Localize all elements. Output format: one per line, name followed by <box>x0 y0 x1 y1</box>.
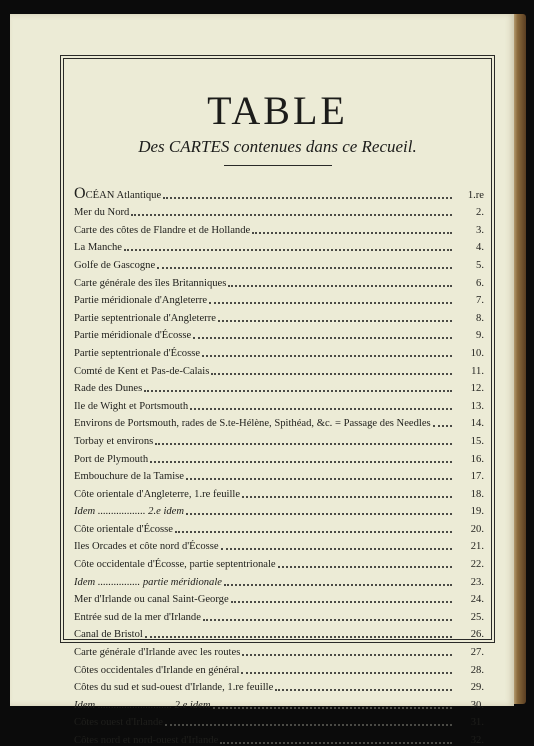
list-item <box>74 306 484 324</box>
leader-dots <box>433 413 452 427</box>
entry-number: 18. <box>470 488 484 500</box>
list-item <box>74 658 484 676</box>
leader-dots <box>228 273 452 287</box>
entry-text: Iles Orcades et côte nord d'Écosse <box>74 541 219 553</box>
entry-number: 1.re <box>467 189 484 201</box>
entry-text: Comté de Kent et Pas-de-Calais <box>74 365 210 377</box>
list-item <box>74 183 484 201</box>
leader-dots <box>150 449 452 463</box>
list-item <box>74 218 484 236</box>
entry-number: 9. <box>476 330 484 342</box>
leader-dots <box>175 519 452 533</box>
list-item <box>74 728 484 746</box>
entry-text: Côte occidentale d'Écosse, partie septentrionale <box>74 559 276 571</box>
leader-dots <box>209 290 452 304</box>
entry-label <box>74 436 155 447</box>
entry-label <box>74 225 252 236</box>
leader-dots <box>165 712 452 726</box>
table-frame <box>63 58 492 746</box>
entry-label <box>74 717 165 728</box>
leader-dots <box>224 572 452 586</box>
entry-number: 2. <box>476 207 484 219</box>
leader-dots <box>186 466 452 480</box>
leader-dots <box>220 730 452 744</box>
entry-text: Rade des Dunes <box>74 383 143 395</box>
list-item <box>74 289 484 307</box>
entry-label <box>74 278 228 289</box>
entry-label <box>74 629 145 640</box>
list-item <box>74 552 484 570</box>
list-item <box>74 676 484 694</box>
entry-label <box>74 401 190 412</box>
leader-dots <box>163 185 452 199</box>
list-item <box>74 429 484 447</box>
list-item <box>74 341 484 359</box>
entry-number: 6. <box>476 277 484 289</box>
entry-text: Environs de Portsmouth, rades de S.te-Hélène, Spithéad, &c. = Passage des Needles <box>74 418 431 430</box>
list-item <box>74 271 484 289</box>
list-item <box>74 500 484 518</box>
entry-text: Côtes ouest d'Irlande <box>74 717 163 729</box>
leader-dots <box>278 554 452 568</box>
entry-number: 25. <box>470 611 484 623</box>
entry-text: Côtes occidentales d'Irlande en général <box>74 664 240 676</box>
leader-dots <box>202 343 452 357</box>
entry-number: 3. <box>476 224 484 236</box>
entry-number: 28. <box>470 664 484 676</box>
entry-text: Côte orientale d'Angleterre, 1.re feuille <box>74 488 241 500</box>
list-item <box>74 623 484 641</box>
list-item <box>74 640 484 658</box>
entry-label <box>74 454 150 465</box>
entry-label <box>74 330 193 341</box>
entry-label <box>74 489 242 500</box>
entry-text: Idem ................ partie méridionale <box>74 576 222 588</box>
entry-label <box>74 348 202 359</box>
entry-number: 26. <box>470 629 484 641</box>
entry-number: 5. <box>476 259 484 271</box>
entry-label <box>74 295 209 306</box>
entry-label <box>74 506 186 517</box>
entry-number: 22. <box>470 559 484 571</box>
list-item <box>74 359 484 377</box>
entry-number: 29. <box>470 682 484 694</box>
entry-number: 21. <box>470 541 484 553</box>
entry-label <box>74 366 211 377</box>
entry-label <box>74 541 221 552</box>
list-item <box>74 324 484 342</box>
leader-dots <box>124 237 452 251</box>
leader-dots <box>231 589 452 603</box>
entry-number: 31. <box>470 717 484 729</box>
list-item <box>74 236 484 254</box>
leader-dots <box>193 325 452 339</box>
list-item <box>74 605 484 623</box>
entry-number: 30. <box>470 699 484 711</box>
entry-text: Embouchure de la Tamise <box>74 471 184 483</box>
list-item <box>74 447 484 465</box>
entry-label <box>74 665 241 676</box>
page <box>10 14 514 746</box>
list-item <box>74 482 484 500</box>
entry-label <box>74 682 275 693</box>
entry-label <box>74 577 224 588</box>
leader-dots <box>221 536 452 550</box>
entry-text: La Manche <box>74 242 122 254</box>
list-item <box>74 394 484 412</box>
entry-number: 24. <box>470 594 484 606</box>
entry-label <box>74 418 433 429</box>
entry-number: 27. <box>470 647 484 659</box>
entry-label <box>74 700 213 711</box>
list-item <box>74 588 484 606</box>
entry-number: 14. <box>470 418 484 430</box>
entry-text: Mer d'Irlande ou canal Saint-George <box>74 594 229 606</box>
list-item <box>74 535 484 553</box>
entry-text: Partie méridionale d'Angleterre <box>74 295 208 307</box>
entry-number: 15. <box>470 435 484 447</box>
entry-text: CÉAN Atlantique <box>85 189 162 201</box>
page-title: TABLE <box>207 88 348 133</box>
leader-dots <box>242 484 452 498</box>
entry-number: 12. <box>470 383 484 395</box>
entry-label <box>74 383 144 394</box>
leader-dots <box>241 660 452 674</box>
entry-label <box>74 184 163 202</box>
entry-number: 17. <box>470 471 484 483</box>
entry-number: 20. <box>470 523 484 535</box>
entry-label <box>74 612 203 623</box>
entry-number: 8. <box>476 312 484 324</box>
list-item <box>74 517 484 535</box>
leader-dots <box>131 202 452 216</box>
entry-initial: O <box>74 184 86 202</box>
entry-number: 7. <box>476 295 484 307</box>
leader-dots <box>275 677 452 691</box>
entry-label <box>74 313 218 324</box>
leader-dots <box>190 396 452 410</box>
entry-number: 13. <box>470 400 484 412</box>
book-edge <box>512 14 526 704</box>
page-subtitle: Des CARTES contenues dans ce Recueil. <box>138 137 417 156</box>
entry-number: 16. <box>470 453 484 465</box>
entry-text: Côtes du sud et sud-ouest d'Irlande, 1.re feuille <box>74 682 274 694</box>
leader-dots <box>144 378 452 392</box>
list-item <box>74 377 484 395</box>
entry-text: Partie septentrionale d'Écosse <box>74 347 201 359</box>
entry-text: Côte orientale d'Écosse <box>74 523 173 535</box>
leader-dots <box>252 220 452 234</box>
title-divider <box>224 165 332 166</box>
leader-dots <box>242 642 452 656</box>
entry-text: Côtes nord et nord-ouest d'Irlande <box>74 735 219 746</box>
list-item <box>74 412 484 430</box>
entry-label <box>74 735 220 746</box>
list-item <box>74 570 484 588</box>
entry-label <box>74 559 278 570</box>
entry-label <box>74 207 131 218</box>
leader-dots <box>157 255 452 269</box>
list-item <box>74 253 484 271</box>
leader-dots <box>155 431 452 445</box>
entry-text: Idem ............................ 2.e idem <box>74 699 211 711</box>
entry-label <box>74 647 242 658</box>
entry-text: Partie méridionale d'Écosse <box>74 330 192 342</box>
entry-number: 10. <box>470 347 484 359</box>
contents-list <box>74 183 484 746</box>
entry-text: Carte générale des îles Britanniques <box>74 277 227 289</box>
entry-number: 4. <box>476 242 484 254</box>
entry-text: Entrée sud de la mer d'Irlande <box>74 611 201 623</box>
entry-label <box>74 260 157 271</box>
list-item <box>74 465 484 483</box>
list-item <box>74 201 484 219</box>
leader-dots <box>186 501 452 515</box>
list-item <box>74 693 484 711</box>
leader-dots <box>203 607 452 621</box>
entry-label <box>74 524 175 535</box>
entry-number: 19. <box>470 506 484 518</box>
entry-label <box>74 242 124 253</box>
entry-text: Carte générale d'Irlande avec les routes <box>74 647 241 659</box>
entry-text: Carte des côtes de Flandre et de Hollande <box>74 224 251 236</box>
leader-dots <box>145 624 452 638</box>
entry-text: Canal de Bristol <box>74 629 143 641</box>
entry-text: Golfe de Gascogne <box>74 259 156 271</box>
entry-text: Idem .................. 2.e idem <box>74 506 185 518</box>
leader-dots <box>211 361 452 375</box>
entry-number: 32. <box>470 735 484 746</box>
leader-dots <box>213 695 452 709</box>
entry-text: Mer du Nord <box>74 207 130 219</box>
entry-text: Ile de Wight et Portsmouth <box>74 400 189 412</box>
entry-text: Port de Plymouth <box>74 453 149 465</box>
entry-text: Partie septentrionale d'Angleterre <box>74 312 216 324</box>
entry-text: Torbay et environs <box>74 435 154 447</box>
entry-label <box>74 471 186 482</box>
entry-number: 23. <box>470 576 484 588</box>
leader-dots <box>218 308 452 322</box>
entry-number: 11. <box>471 365 484 377</box>
entry-label <box>74 594 231 605</box>
